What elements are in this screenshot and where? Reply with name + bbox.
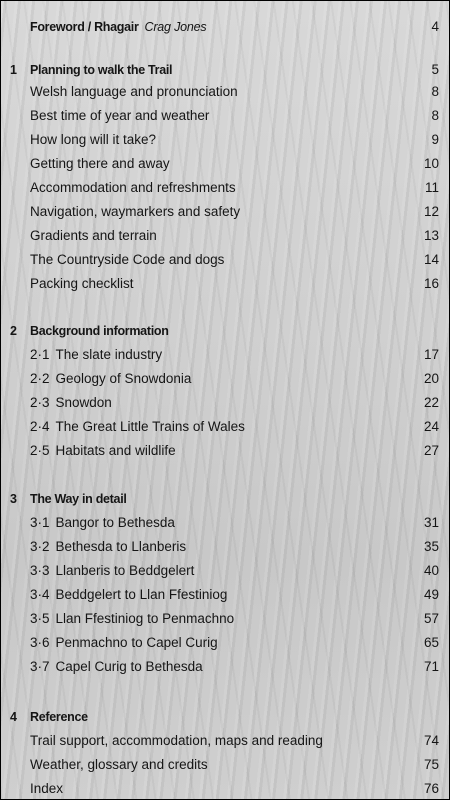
page-number: 40	[423, 563, 439, 578]
page-number: 24	[423, 419, 439, 434]
entry-title: 3·6 Penmachno to Capel Curig	[30, 635, 218, 650]
toc-entry[interactable]	[1, 105, 449, 127]
entry-title: Getting there and away	[30, 156, 170, 171]
section-number: 3·3	[30, 563, 50, 578]
page-number: 14	[423, 252, 439, 267]
entry-title: Navigation, waymarkers and safety	[30, 204, 241, 219]
chapter-number: 3	[10, 492, 17, 506]
entry-title: Weather, glossary and credits	[30, 757, 208, 772]
section-number: 3·2	[30, 539, 50, 554]
toc-entry[interactable]	[1, 754, 449, 776]
toc-entry[interactable]	[1, 778, 449, 800]
page-number: 17	[423, 347, 439, 362]
entry-title: Gradients and terrain	[30, 228, 157, 243]
entry-title: Best time of year and weather	[30, 108, 210, 123]
section-number: 3·5	[30, 611, 50, 626]
chapter-title: Planning to walk the Trail	[30, 63, 173, 77]
toc-entry[interactable]	[1, 368, 449, 390]
chapter-number: 2	[10, 324, 17, 338]
toc-entry[interactable]	[1, 201, 449, 223]
toc-entry[interactable]	[1, 249, 449, 271]
section-number: 2·3	[30, 395, 50, 410]
toc-entry[interactable]	[1, 656, 449, 678]
entry-title: How long will it take?	[30, 132, 157, 147]
section-number: 2·1	[30, 347, 50, 362]
page-number: 10	[423, 156, 439, 171]
page-number: 5	[431, 62, 439, 77]
page-number: 8	[431, 108, 439, 123]
chapter-heading-4[interactable]	[1, 706, 449, 728]
toc-entry[interactable]	[1, 273, 449, 295]
entry-title: Accommodation and refreshments	[30, 180, 236, 195]
entry-title: 2·5 Habitats and wildlife	[30, 443, 176, 458]
entry-title: Index	[30, 781, 64, 796]
chapter-title: Reference	[30, 710, 88, 724]
page-number: 13	[423, 228, 439, 243]
chapter-title: Background information	[30, 324, 169, 338]
foreword-label: Foreword / Rhagair Crag Jones	[30, 20, 207, 34]
chapter-number: 1	[10, 63, 17, 77]
toc-entry[interactable]	[1, 440, 449, 462]
page-number: 35	[423, 539, 439, 554]
entry-title: 2·3 Snowdon	[30, 395, 112, 410]
entry-title: Trail support, accommodation, maps and reading	[30, 733, 323, 748]
toc-entry[interactable]	[1, 153, 449, 175]
toc-entry[interactable]	[1, 730, 449, 752]
entry-title: 3·5 Llan Ffestiniog to Penmachno	[30, 611, 235, 626]
toc-entry[interactable]	[1, 177, 449, 199]
page-number: 4	[431, 19, 439, 34]
page-number: 16	[423, 276, 439, 291]
section-number: 3·7	[30, 659, 50, 674]
chapter-heading-2[interactable]	[1, 320, 449, 342]
entry-title: 3·2 Bethesda to Llanberis	[30, 539, 187, 554]
toc-entry[interactable]	[1, 416, 449, 438]
toc-entry[interactable]	[1, 344, 449, 366]
entry-title: 3·1 Bangor to Bethesda	[30, 515, 175, 530]
chapter-number: 4	[10, 710, 17, 724]
foreword-author: Crag Jones	[144, 20, 207, 34]
page-number: 22	[423, 395, 439, 410]
section-number: 2·4	[30, 419, 50, 434]
page-number: 75	[423, 757, 439, 772]
page-number: 20	[423, 371, 439, 386]
page-number: 74	[423, 733, 439, 748]
toc-entry[interactable]	[1, 608, 449, 630]
chapter-title: The Way in detail	[30, 492, 127, 506]
page-number: 12	[423, 204, 439, 219]
section-number: 2·5	[30, 443, 50, 458]
chapter-heading-1[interactable]	[1, 59, 449, 81]
page-number: 8	[431, 84, 439, 99]
page-number: 11	[424, 180, 439, 195]
page-number: 71	[423, 659, 439, 674]
entry-title: 3·3 Llanberis to Beddgelert	[30, 563, 195, 578]
section-number: 3·6	[30, 635, 50, 650]
toc-entry[interactable]	[1, 81, 449, 103]
entry-title: 2·4 The Great Little Trains of Wales	[30, 419, 245, 434]
toc-entry[interactable]	[1, 632, 449, 654]
section-number: 3·4	[30, 587, 50, 602]
page-number: 27	[423, 443, 439, 458]
toc-entry-foreword[interactable]	[1, 16, 449, 38]
toc-entry[interactable]	[1, 512, 449, 534]
entry-title: 2·2 Geology of Snowdonia	[30, 371, 192, 386]
entry-title: 3·4 Beddgelert to Llan Ffestiniog	[30, 587, 228, 602]
toc-entry[interactable]	[1, 560, 449, 582]
section-number: 3·1	[30, 515, 50, 530]
toc-entry[interactable]	[1, 584, 449, 606]
entry-title: Packing checklist	[30, 276, 134, 291]
page-number: 49	[423, 587, 439, 602]
entry-title: 2·1 The slate industry	[30, 347, 163, 362]
chapter-heading-3[interactable]	[1, 488, 449, 510]
page-number: 9	[431, 132, 439, 147]
page-number: 76	[423, 781, 439, 796]
section-number: 2·2	[30, 371, 50, 386]
toc-entry[interactable]	[1, 392, 449, 414]
entry-title: The Countryside Code and dogs	[30, 252, 225, 267]
toc-entry[interactable]	[1, 129, 449, 151]
page-number: 57	[423, 611, 439, 626]
page-number: 31	[423, 515, 439, 530]
entry-title: Welsh language and pronunciation	[30, 84, 238, 99]
toc-entry[interactable]	[1, 536, 449, 558]
entry-title: 3·7 Capel Curig to Bethesda	[30, 659, 203, 674]
page-number: 65	[423, 635, 439, 650]
toc-entry[interactable]	[1, 225, 449, 247]
